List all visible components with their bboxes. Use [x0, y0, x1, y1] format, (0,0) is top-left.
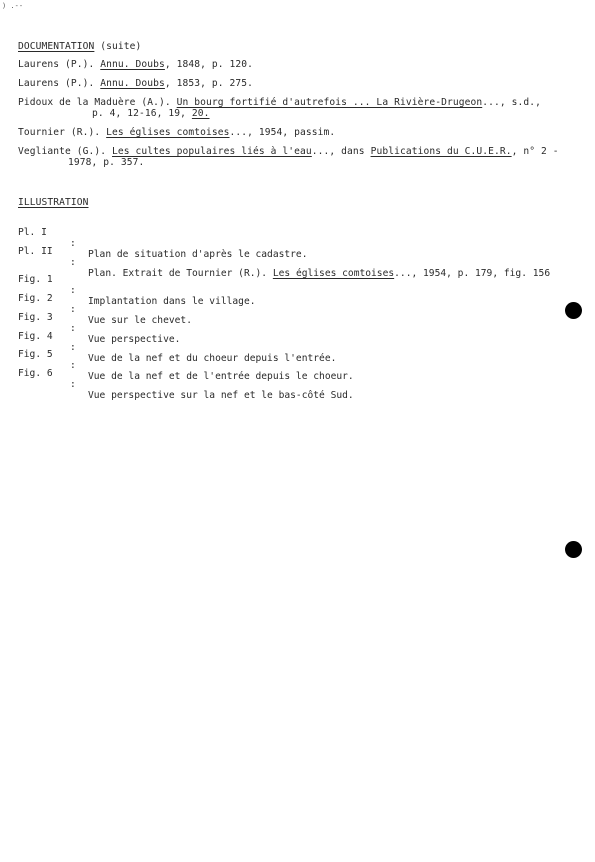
plate-colon: :	[70, 238, 76, 249]
plate-caption: Plan de situation d'après le cadastre.	[88, 249, 308, 260]
doc-entry-title: Un bourg fortifié d'autrefois ... La Rivière-Drugeon	[176, 97, 483, 108]
figure-caption: Vue de la nef et de l'entrée depuis le choeur.	[88, 371, 354, 382]
doc-entry-rest: ..., dans	[311, 146, 371, 157]
figure-colon: :	[70, 304, 76, 315]
doc-entry-4	[18, 127, 335, 138]
doc-entry-title-2: Publications du C.U.E.R.	[370, 146, 512, 157]
punch-hole-lower	[565, 541, 582, 558]
doc-entry-5-continuation	[68, 157, 144, 168]
documentation-heading-suffix: (suite)	[94, 41, 142, 52]
illustration-heading	[18, 197, 89, 208]
doc-entry-continuation: p. 4, 12-16, 19,	[92, 108, 192, 119]
figure-colon: :	[70, 323, 76, 334]
plate-caption-before: Plan. Extrait de Tournier (R.).	[88, 268, 273, 279]
doc-entry-1	[18, 59, 253, 70]
doc-entry-3	[18, 97, 541, 108]
figure-label: Fig. 1	[18, 274, 53, 285]
doc-entry-author: Laurens (P.).	[18, 78, 101, 89]
figure-caption: Implantation dans le village.	[88, 296, 256, 307]
figure-caption: Vue perspective sur la nef et le bas-côté Sud.	[88, 390, 354, 401]
figure-label: Fig. 3	[18, 312, 53, 323]
doc-entry-2	[18, 78, 253, 89]
figure-caption: Vue sur le chevet.	[88, 315, 192, 326]
plate-caption-after: ..., 1954, p. 179, fig. 156	[394, 268, 551, 279]
doc-entry-title: Les cultes populaires liés à l'eau	[112, 146, 312, 157]
figure-label: Fig. 4	[18, 331, 53, 342]
doc-entry-3-continuation	[92, 108, 210, 119]
illustration-heading-title: ILLUSTRATION	[18, 197, 89, 208]
figure-label: Fig. 6	[18, 368, 53, 379]
figure-caption: Vue perspective.	[88, 334, 181, 345]
plate-caption-title: Les églises comtoises	[272, 268, 395, 279]
plate-colon: :	[70, 257, 76, 268]
punch-hole-upper	[565, 302, 582, 319]
doc-entry-continuation: 1978, p. 357.	[68, 157, 145, 168]
figure-caption: Vue de la nef et du choeur depuis l'entrée.	[88, 353, 337, 364]
doc-entry-author: Vegliante (G.).	[18, 146, 113, 157]
plate-label: Pl. II	[18, 246, 53, 257]
figure-colon: :	[70, 379, 76, 390]
figure-label: Fig. 5	[18, 349, 53, 360]
documentation-heading-title: DOCUMENTATION	[18, 41, 95, 52]
doc-entry-continuation-underlined: 20.	[191, 108, 210, 119]
plate-label: Pl. I	[18, 227, 47, 238]
doc-entry-title: Annu. Doubs	[100, 78, 165, 89]
figure-colon: :	[70, 285, 76, 296]
doc-entry-rest: ..., s.d.,	[482, 97, 541, 108]
doc-entry-author: Pidoux de la Maduère (A.).	[18, 97, 177, 108]
doc-entry-title: Les églises comtoises	[106, 127, 230, 138]
doc-entry-title: Annu. Doubs	[100, 59, 165, 70]
figure-colon: :	[70, 342, 76, 353]
figure-colon: :	[70, 360, 76, 371]
doc-entry-rest: , 1848, p. 120.	[164, 59, 254, 70]
doc-entry-5	[18, 146, 559, 157]
documentation-heading	[18, 41, 141, 52]
doc-entry-rest: ..., 1954, passim.	[229, 127, 336, 138]
doc-entry-author: Tournier (R.).	[18, 127, 107, 138]
doc-entry-author: Laurens (P.).	[18, 59, 101, 70]
corner-mark: ) .--	[2, 2, 24, 10]
figure-label: Fig. 2	[18, 293, 53, 304]
doc-entry-rest-2: , n° 2 -	[511, 146, 559, 157]
doc-entry-rest: , 1853, p. 275.	[164, 78, 254, 89]
